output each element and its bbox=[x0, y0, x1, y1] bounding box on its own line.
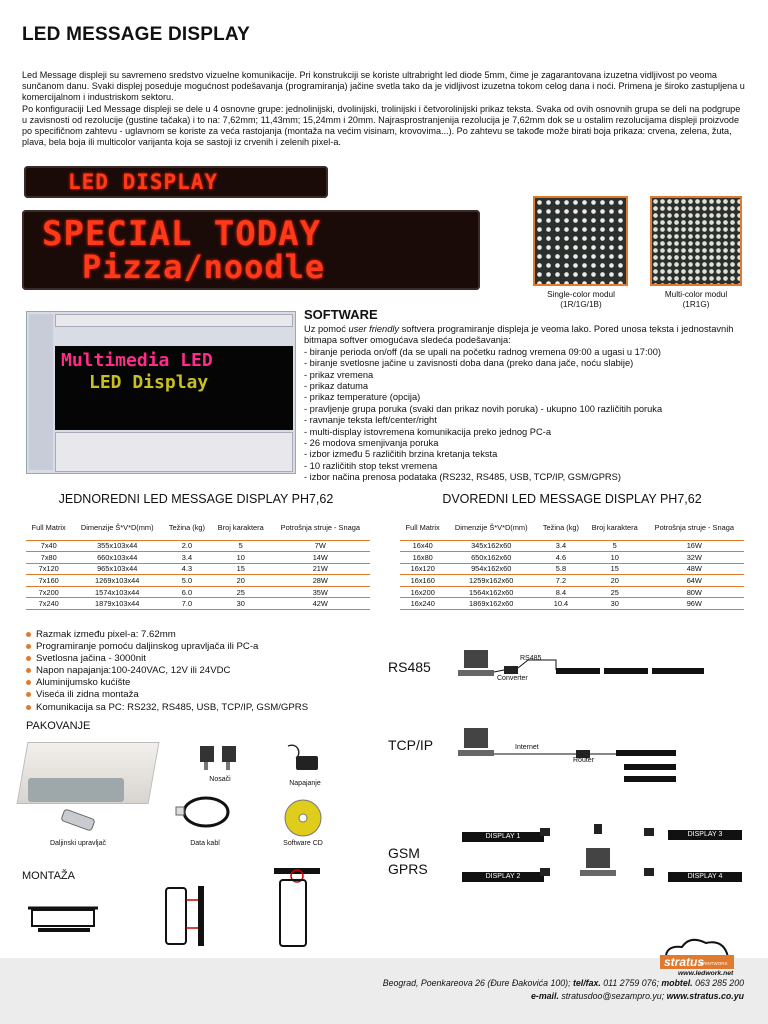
rs485-diagram bbox=[456, 646, 746, 690]
software-feature-item: - multi-display istovremena komunikacija preko jednog PC-a bbox=[304, 426, 551, 437]
caption-brackets: Nosači bbox=[209, 776, 231, 783]
mounting-diagram-1 bbox=[24, 892, 104, 942]
table2-title: DVOREDNI LED MESSAGE DISPLAY PH7,62 bbox=[442, 492, 702, 506]
table-cell: 7x160 bbox=[26, 575, 71, 587]
led-display-big-image bbox=[22, 210, 480, 290]
software-screen-line2: LED Display bbox=[89, 372, 209, 393]
table-header: Full Matrix bbox=[400, 516, 445, 540]
table-row bbox=[26, 563, 370, 575]
table-cell: 25 bbox=[211, 586, 271, 598]
table-cell: 16x240 bbox=[400, 598, 445, 610]
logo-url: www.ledwork.net bbox=[678, 970, 734, 977]
gsm-gprs-label: GSM GPRS bbox=[388, 845, 428, 877]
table-row bbox=[400, 552, 744, 564]
table-cell: 80W bbox=[645, 586, 744, 598]
logo-subtext: PRINTWORX bbox=[700, 961, 728, 966]
table-cell: 1564x162x60 bbox=[445, 586, 537, 598]
rs485-tag: RS485 bbox=[520, 655, 542, 662]
double-row-spec-table bbox=[400, 516, 744, 610]
software-screenshot bbox=[26, 311, 296, 474]
table-cell: 1879x103x44 bbox=[71, 598, 163, 610]
table-cell: 3.4 bbox=[537, 540, 585, 552]
intro-paragraph-1: Led Message displeji su savremeno sredstvo vizuelne komunikacije. Pri konstrukciji se koriste ultrabright led diode 5mm, čime je zagarantovana izuzetna vidljivost po veoma sunčanom danu. Svaki displej poseduje mogućnost podešavanja (programiranja) jačine svetla tako da je vidljivost izuzetna tokom celog dana i noći. Primena je široko zastupljena u komercijalnom i industriskom sektoru. bbox=[22, 70, 745, 103]
table-cell: 48W bbox=[645, 563, 744, 575]
software-feature-item: - 26 modova smenjivanja poruka bbox=[304, 438, 439, 449]
table-row bbox=[400, 575, 744, 587]
tcpip-label: TCP/IP bbox=[388, 737, 434, 753]
gsm-diagram bbox=[540, 808, 670, 888]
feature-item: Programiranje pomoću daljinskog upravljača ili PC-a bbox=[36, 641, 308, 653]
display-case-front-image bbox=[28, 778, 124, 802]
feature-item: Aluminijumsko kućište bbox=[36, 677, 308, 689]
mounting-heading: MONTAŽA bbox=[22, 870, 75, 882]
table-header: Broj karaktera bbox=[211, 516, 271, 540]
table-cell: 10 bbox=[211, 552, 271, 564]
mounting-diagram-3 bbox=[272, 858, 322, 950]
mounting-diagram-2 bbox=[160, 884, 216, 948]
table-cell: 8.4 bbox=[537, 586, 585, 598]
software-feature-item: - prikaz temperature (opcija) bbox=[304, 392, 421, 403]
table-cell: 96W bbox=[645, 598, 744, 610]
table-cell: 16x200 bbox=[400, 586, 445, 598]
table-cell: 345x162x60 bbox=[445, 540, 537, 552]
table-header: Težina (kg) bbox=[537, 516, 585, 540]
table-cell: 20 bbox=[211, 575, 271, 587]
page-title: LED MESSAGE DISPLAY bbox=[22, 24, 250, 45]
table-row bbox=[400, 586, 744, 598]
software-heading: SOFTWARE bbox=[304, 307, 378, 322]
table-cell: 7x240 bbox=[26, 598, 71, 610]
table-cell: 1259x162x60 bbox=[445, 575, 537, 587]
table-cell: 20 bbox=[585, 575, 645, 587]
software-cd-image bbox=[283, 798, 323, 838]
rs485-label: RS485 bbox=[388, 659, 431, 675]
router-label: Router bbox=[573, 757, 595, 764]
power-supply-image bbox=[284, 740, 328, 776]
table-cell: 64W bbox=[645, 575, 744, 587]
table-cell: 5.0 bbox=[163, 575, 211, 587]
table-cell: 10 bbox=[585, 552, 645, 564]
table-cell: 7W bbox=[271, 540, 370, 552]
table-cell: 16W bbox=[645, 540, 744, 552]
table-cell: 28W bbox=[271, 575, 370, 587]
table-row bbox=[400, 540, 744, 552]
caption-cd: Software CD bbox=[283, 840, 323, 847]
table-row bbox=[400, 598, 744, 610]
table-cell: 15 bbox=[211, 563, 271, 575]
single-color-caption: Single-color modul (1R/1G/1B) bbox=[547, 290, 615, 309]
table-cell: 21W bbox=[271, 563, 370, 575]
table-cell: 16x120 bbox=[400, 563, 445, 575]
table-header: Potrošnja struje - Snaga bbox=[271, 516, 370, 540]
table-row bbox=[26, 540, 370, 552]
table-header: Potrošnja struje - Snaga bbox=[645, 516, 744, 540]
multi-color-caption: Multi-color modul (1R1G) bbox=[664, 290, 728, 309]
intro-text bbox=[22, 70, 746, 148]
intro-paragraph-2: Po konfiguraciji Led Message displeji se dele u 4 osnovne grupe: jednolinijski, dvolinijski, trolinijski i četvorolinijski prikaz teksta. Svaka od ovih osnovnih grupa se deli na podgrupe u zavisnosti od rezolucije (gustine tačaka) i to na: 7,62mm; 11,43mm; 15,24mm i 20mm. Najrasprostranjenija rezolucija je 7,62mm dok se u ostalim rezolucijama displeji proizvode po specifičnom zahtevu - uglavnom se koriste za veća rastojanja (montaža na većim visinam, krovovima...). Po zahtevu se takođe može birati boja prikaza: crvena, zelena, žuta, plava, bela boja ili multicolor varijanta koja se sastoji iz crvenih i zelenih pixel-a. bbox=[22, 103, 741, 148]
software-feature-item: - izbor između 5 različitih brzina kretanja teksta bbox=[304, 449, 498, 460]
table-cell: 30 bbox=[211, 598, 271, 610]
table-cell: 2.0 bbox=[163, 540, 211, 552]
tcpip-diagram bbox=[456, 724, 746, 794]
single-row-spec-table bbox=[26, 516, 370, 610]
table-cell: 1869x162x60 bbox=[445, 598, 537, 610]
feature-item: Napon napajanja:100-240VAC, 12V ili 24VDC bbox=[36, 665, 308, 677]
converter-label: Converter bbox=[497, 675, 528, 682]
software-feature-item: - prikaz vremena bbox=[304, 369, 374, 380]
table-cell: 5.8 bbox=[537, 563, 585, 575]
packaging-heading: PAKOVANJE bbox=[26, 720, 91, 732]
table-cell: 3.4 bbox=[163, 552, 211, 564]
table-cell: 7.0 bbox=[163, 598, 211, 610]
led-small-text: LED DISPLAY bbox=[68, 170, 219, 194]
table-cell: 14W bbox=[271, 552, 370, 564]
software-feature-item: - biranje perioda on/off (da se upali na početku radnog vremena 09:00 a ugasi u 17:00) bbox=[304, 346, 661, 357]
table-cell: 355x103x44 bbox=[71, 540, 163, 552]
software-feature-list bbox=[304, 347, 744, 484]
caption-power: Napajanje bbox=[289, 780, 321, 787]
feature-item: Komunikacija sa PC: RS232, RS485, USB, TCP/IP, GSM/GPRS bbox=[36, 701, 309, 713]
data-cable-image bbox=[172, 793, 232, 831]
software-feature-item: - izbor načina prenosa podataka (RS232, RS485, USB, TCP/IP, GSM/GPRS) bbox=[304, 472, 621, 483]
table-cell: 1574x103x44 bbox=[71, 586, 163, 598]
logo-text: stratus bbox=[664, 955, 705, 969]
single-color-module-image bbox=[533, 196, 628, 286]
software-screen-line1: Multimedia LED bbox=[61, 350, 213, 371]
table-cell: 30 bbox=[585, 598, 645, 610]
table-cell: 5 bbox=[585, 540, 645, 552]
software-feature-item: - ravnanje teksta left/center/right bbox=[304, 415, 437, 426]
table-cell: 7.2 bbox=[537, 575, 585, 587]
feature-item: Svetlosna jačina - 3000nit bbox=[36, 653, 308, 665]
software-description: Uz pomoć user friendly softvera programiranje displeja je veoma lako. Pored unosa teksta i jednostavnih bitmapa softver omogućava sledeća podešavanja: - biranje perioda on/off (da se upali na početku radnog vremena 09:00 a ugasi u 17:00) - biranje svetlosne jačine u zavisnosti doba dana (preko dana jače, noću slabije) - prikaz vremena - prikaz datuma - prikaz temperature (opcija) - pravljenje grupa poruka (svaki dan prikaz novih poruka) - ukupno 100 različitih poruka - ravnanje teksta left/center/right - multi-display istovremena komunikacija preko jednog PC-a - 26 modova smenjivanja poruka - izbor između 5 različitih brzina kretanja teksta - 10 različitih stop tekst vremena - izbor načina prenosa podataka (RS232, RS485, USB, TCP/IP, GSM/GPRS) bbox=[304, 324, 744, 484]
software-feature-item: - prikaz datuma bbox=[304, 381, 369, 392]
table-cell: 7x80 bbox=[26, 552, 71, 564]
table-header: Full Matrix bbox=[26, 516, 71, 540]
table-cell: 5 bbox=[211, 540, 271, 552]
table-cell: 16x80 bbox=[400, 552, 445, 564]
software-feature-item: - 10 različitih stop tekst vremena bbox=[304, 460, 438, 471]
caption-remote: Daljinski upravljač bbox=[49, 840, 107, 847]
table-row bbox=[26, 575, 370, 587]
table-row bbox=[26, 586, 370, 598]
table-cell: 7x40 bbox=[26, 540, 71, 552]
table-cell: 660x103x44 bbox=[71, 552, 163, 564]
table-header: Dimenzije Š*V*D(mm) bbox=[445, 516, 537, 540]
table-row bbox=[26, 552, 370, 564]
led-big-line1: SPECIAL TODAY bbox=[42, 214, 322, 254]
table-cell: 965x103x44 bbox=[71, 563, 163, 575]
caption-cable: Data kabl bbox=[190, 840, 220, 847]
feature-item: Viseća ili zidna montaža bbox=[36, 689, 308, 701]
table-cell: 35W bbox=[271, 586, 370, 598]
table-row bbox=[400, 563, 744, 575]
table-cell: 6.0 bbox=[163, 586, 211, 598]
table-cell: 25 bbox=[585, 586, 645, 598]
display-2: DISPLAY 2 bbox=[462, 872, 544, 882]
led-big-line2: Pizza/noodle bbox=[82, 248, 326, 286]
table-cell: 16x40 bbox=[400, 540, 445, 552]
display-1: DISPLAY 1 bbox=[462, 832, 544, 842]
table-cell: 4.6 bbox=[537, 552, 585, 564]
table-cell: 7x120 bbox=[26, 563, 71, 575]
table-cell: 4.3 bbox=[163, 563, 211, 575]
table-row bbox=[26, 598, 370, 610]
feature-item: Razmak između pixel-a: 7.62mm bbox=[36, 629, 308, 641]
remote-control-image bbox=[58, 808, 98, 838]
table-cell: 15 bbox=[585, 563, 645, 575]
table-header: Dimenzije Š*V*D(mm) bbox=[71, 516, 163, 540]
table1-title: JEDNOREDNI LED MESSAGE DISPLAY PH7,62 bbox=[58, 492, 334, 506]
table-cell: 16x160 bbox=[400, 575, 445, 587]
table-cell: 1269x103x44 bbox=[71, 575, 163, 587]
table-cell: 10.4 bbox=[537, 598, 585, 610]
table-cell: 650x162x60 bbox=[445, 552, 537, 564]
software-feature-item: - biranje svetlosne jačine u zavisnosti doba dana (preko dana jače, noću slabije) bbox=[304, 358, 634, 369]
led-display-small-image bbox=[24, 166, 328, 198]
table-cell: 954x162x60 bbox=[445, 563, 537, 575]
internet-label: Internet bbox=[515, 744, 539, 751]
software-feature-item: - pravljenje grupa poruka (svaki dan prikaz novih poruka) - ukupno 100 različitih poruka bbox=[304, 403, 663, 414]
table-header: Broj karaktera bbox=[585, 516, 645, 540]
table-cell: 7x200 bbox=[26, 586, 71, 598]
table-cell: 32W bbox=[645, 552, 744, 564]
display-3: DISPLAY 3 bbox=[668, 830, 742, 840]
brackets-image bbox=[198, 742, 244, 768]
table-cell: 42W bbox=[271, 598, 370, 610]
table-header: Težina (kg) bbox=[163, 516, 211, 540]
footer-contact: Beograd, Poenkareova 26 (Đure Đakovića 100); tel/fax. 011 2759 076; mobtel. 063 285 200 e-mail. stratusdoo@sezampro.yu; www.stratus.co.yu bbox=[382, 978, 744, 1001]
display-4: DISPLAY 4 bbox=[668, 872, 742, 882]
multi-color-module-image bbox=[650, 196, 742, 286]
feature-list bbox=[36, 629, 308, 714]
